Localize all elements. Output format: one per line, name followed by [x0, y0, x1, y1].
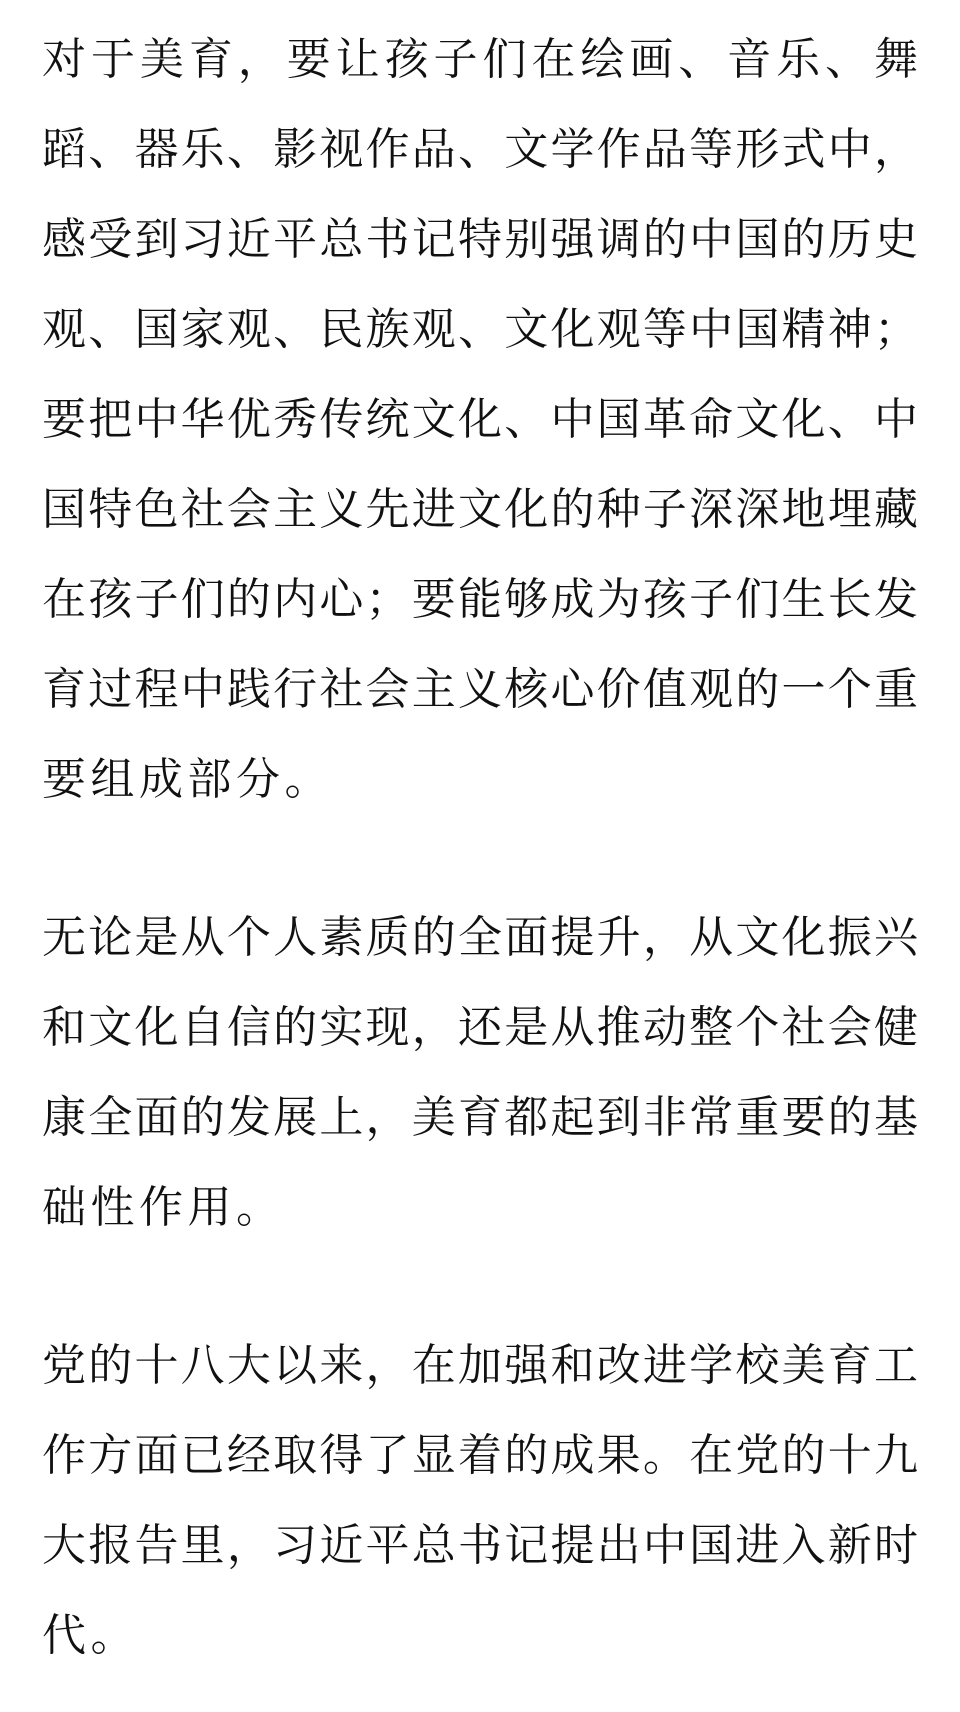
- paragraph-3: [42, 1321, 918, 1681]
- paragraph-1: [42, 15, 918, 825]
- text-line: 大报告里，习近平总书记提出中国进入新时: [42, 1521, 918, 1570]
- text-line: 在孩子们的内心；要能够成为孩子们生长发: [42, 575, 918, 624]
- text-line: 蹈、器乐、影视作品、文学作品等形式中，: [42, 125, 918, 174]
- text-line: 代。: [42, 1611, 139, 1660]
- text-line: 党的十八大以来，在加强和改进学校美育工: [42, 1341, 918, 1390]
- text-line: 观、国家观、民族观、文化观等中国精神；: [42, 305, 918, 354]
- text-line: 康全面的发展上，美育都起到非常重要的基: [42, 1093, 918, 1142]
- text-line: 要把中华优秀传统文化、中国革命文化、中: [42, 395, 918, 444]
- text-line: 对于美育，要让孩子们在绘画、音乐、舞: [42, 35, 918, 84]
- text-line: 础性作用。: [42, 1183, 285, 1232]
- text-line: 作方面已经取得了显着的成果。在党的十九: [42, 1431, 918, 1480]
- text-line: 感受到习近平总书记特别强调的中国的历史: [42, 215, 918, 264]
- text-line: 要组成部分。: [42, 755, 333, 804]
- text-line: 国特色社会主义先进文化的种子深深地埋藏: [42, 485, 918, 534]
- paragraph-2: [42, 893, 918, 1253]
- text-line: 无论是从个人素质的全面提升，从文化振兴: [42, 913, 918, 962]
- text-line: 育过程中践行社会主义核心价值观的一个重: [42, 665, 918, 714]
- text-line: 和文化自信的实现，还是从推动整个社会健: [42, 1003, 918, 1052]
